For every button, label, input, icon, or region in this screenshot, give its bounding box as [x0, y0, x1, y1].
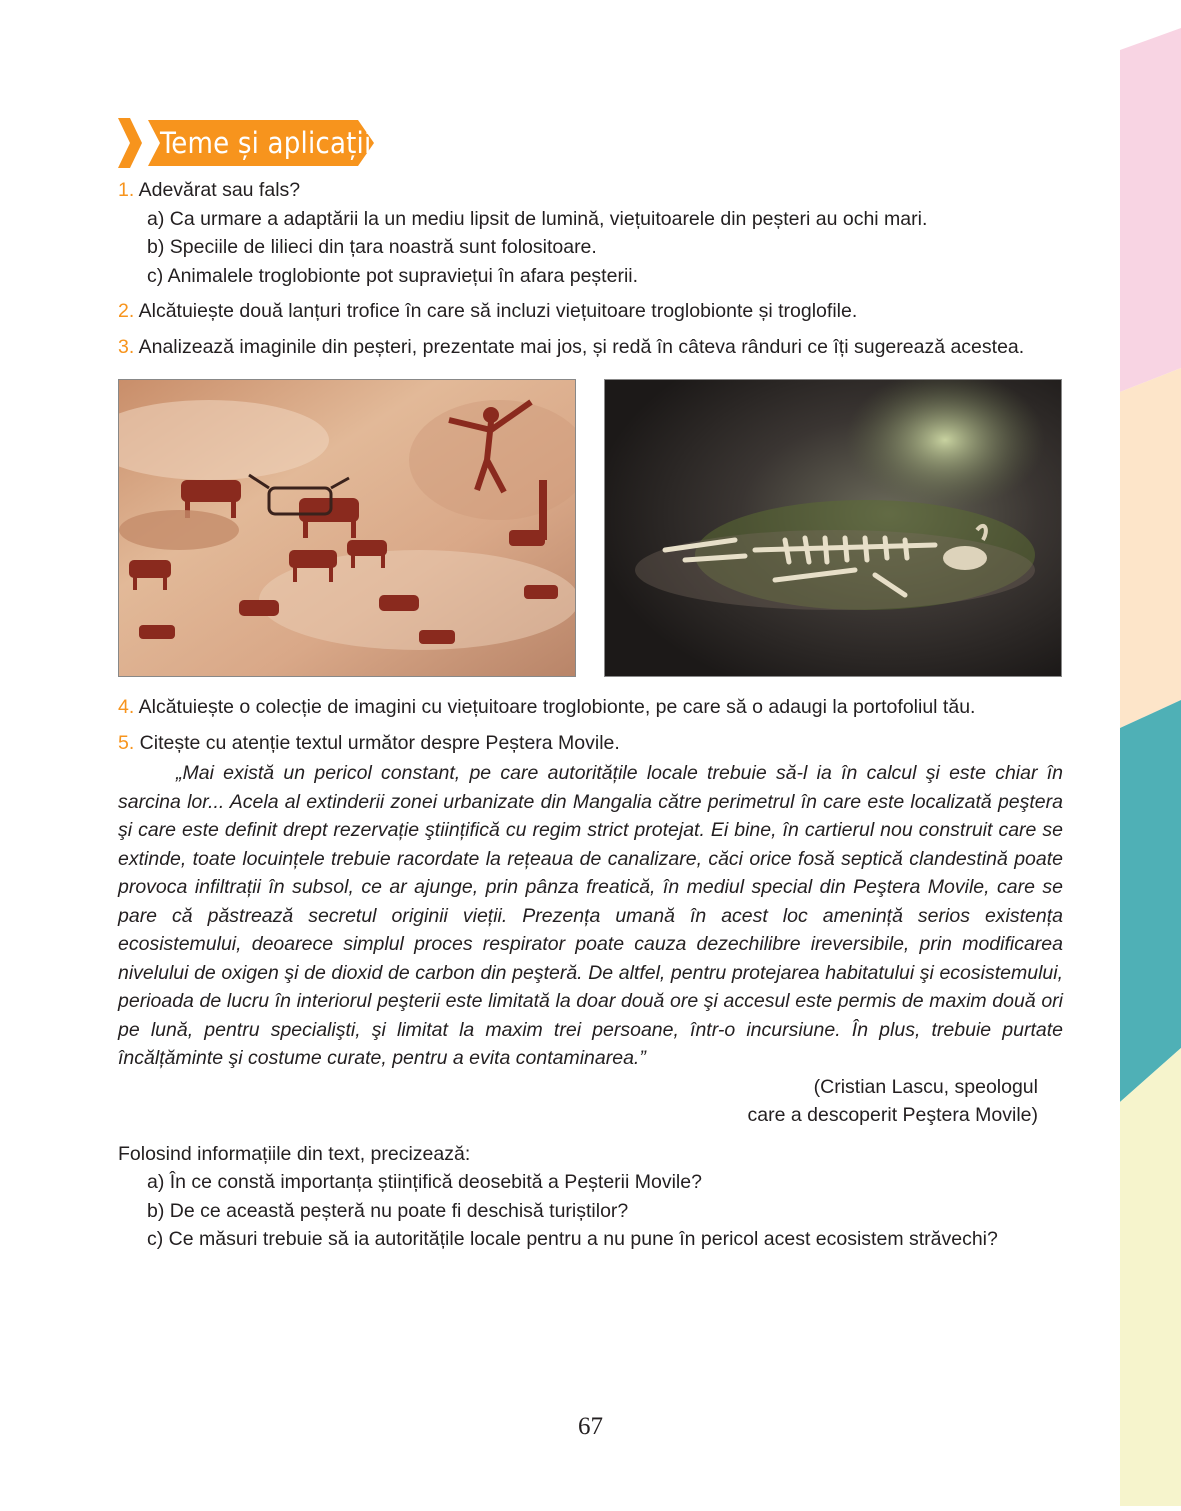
question-text: Alcătuiește o colecție de imagini cu viețuitoare troglobionte, pe care să o adaugi la portofoliul tău. [134, 696, 976, 718]
quote-attribution [118, 1073, 1038, 1130]
question-3 [118, 333, 1063, 362]
sub-item-c: c) Animalele troglobionte pot supraviețui în afara peșterii. [147, 264, 639, 287]
followup-intro: Folosind informațiile din text, precizează: [118, 1142, 471, 1165]
question-1 [118, 176, 1063, 290]
color-tabs-graphic [1120, 0, 1181, 1506]
question-number: 1. [118, 179, 135, 201]
attribution-line-1: (Cristian Lascu, speologul [813, 1075, 1038, 1098]
question-number: 4. [118, 696, 135, 718]
question-number: 5. [118, 731, 135, 754]
cave-skeleton-image [604, 379, 1062, 677]
question-2 [118, 297, 1063, 326]
question-text: Adevărat sau fals? [134, 179, 301, 201]
followup-item-b: b) De ce această peșteră nu poate fi deschisă turiștilor? [147, 1199, 629, 1222]
sub-item-a: a) Ca urmare a adaptării la un mediu lipsit de lumină, viețuitoarele din peșteri au ochi mari. [147, 207, 928, 230]
cave-photos [118, 379, 1063, 679]
question-text: Citește cu atenție textul următor despre Peștera Movile. [134, 731, 620, 754]
followup-questions [118, 1140, 1063, 1254]
tab-teal [1120, 700, 1181, 1102]
question-text: Alcătuiește două lanțuri trofice în care să incluzi viețuitoare troglobionte și troglofile. [134, 300, 858, 322]
question-number: 3. [118, 335, 135, 358]
movile-cave-quote: „Mai există un pericol constant, pe care autoritățile locale trebuie să-l ia în calcul şi este chiar în sarcina lor... Acela al extinderii zonei urbanizate din Mangalia către perimetrul în care este localizată peştera şi care este definit drept rezervație ştiințifică cu regim strict protejat. Ei bine, în cartierul nou construit care se extinde, toate locuințele trebuie racordate la rețeaua de canalizare, căci orice fosă septică clandestină poate provoca infiltrații în subsol, ce ar ajunge, prin pânza freatică, în mediul special din Peştera Movile, care se pare că păstrează secretul originii vieții. Prezența umană în acest loc amenință serios existența ecosistemului, deoarece simplul proces respirator poate cauza dezechilibre ireversibile, prin modificarea nivelului de oxigen şi de dioxid de carbon din peşteră. De altfel, pentru protejarea habitatului şi ecosistemului, perioada de lucru în interiorul peşterii este limitată la doar două ore şi accesul este permis de maxim două ori pe lună, pentru specialişti, şi limitat la maxim trei persoane, într-o incursiune. În plus, trebuie purtate încălțăminte şi costume curate, pentru a evita contaminarea.” [118, 762, 1063, 1069]
followup-item-c: c) Ce măsuri trebuie să ia autoritățile locale pentru a nu pune în pericol acest ecosistem străvechi? [147, 1228, 998, 1250]
section-tabs [1120, 0, 1181, 1506]
sub-item-b: b) Speciile de lilieci din țara noastră sunt folositoare. [147, 236, 597, 258]
exercise-content [118, 176, 1063, 1254]
followup-item-a: a) În ce constă importanța științifică deosebită a Peșterii Movile? [147, 1171, 702, 1193]
question-4 [118, 693, 1063, 722]
page-number: 67 [578, 1413, 603, 1440]
question-5 [118, 729, 1063, 758]
cave-painting-image [118, 379, 576, 677]
tab-peach [1120, 368, 1181, 728]
question-text: Analizează imaginile din peșteri, prezentate mai jos, și redă în câteva rânduri ce îți sugerează acestea. [134, 335, 1025, 358]
section-title: Teme și aplicații [160, 126, 372, 160]
tab-pink [1120, 28, 1181, 392]
attribution-line-2: care a descoperit Peştera Movile) [747, 1104, 1038, 1126]
question-number: 2. [118, 300, 135, 322]
